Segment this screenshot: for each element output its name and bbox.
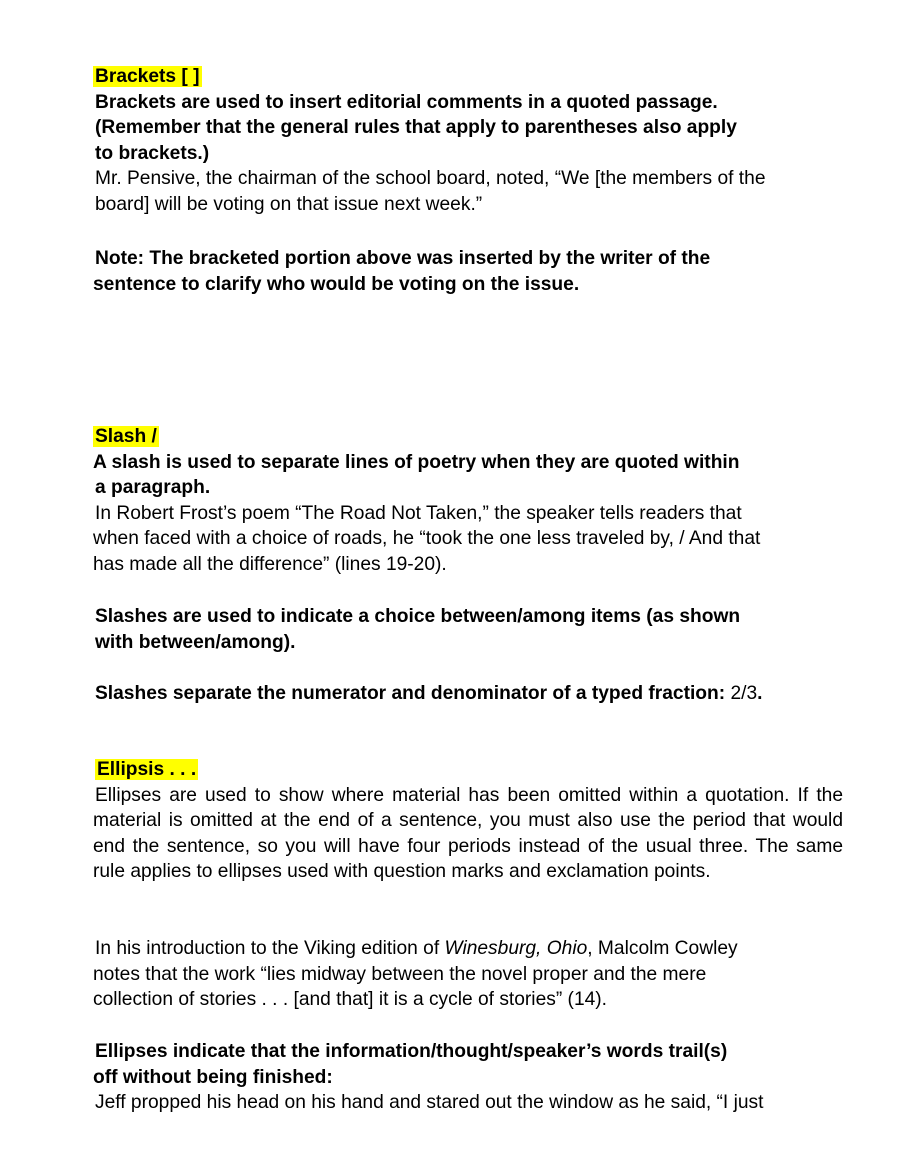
slash-rule-2: a paragraph. [95,477,211,498]
brackets-rule: Brackets are used to insert editorial comments in a quoted passage. [95,91,718,113]
slash-section [93,424,843,577]
brackets-note-1: Note: The bracketed portion above was inserted by the writer of the [95,248,711,269]
ellipsis-example-3: collection of stories . . . [and that] it is a cycle of stories” (14). [93,989,608,1010]
slash-example-2: when faced with a choice of roads, he “took the one less traveled by, / And that [93,528,761,549]
ellipsis-trail [93,1039,843,1116]
brackets-rule-note-1: (Remember that the general rules that apply to parentheses also apply [95,117,737,138]
ellipsis-heading: Ellipsis . . . [97,759,197,780]
ellipsis-trail-2: off without being finished: [93,1066,333,1088]
slash-rule-1: A slash is used to separate lines of poetry when they are quoted within [93,451,740,473]
brackets-rule-note-2: to brackets.) [95,142,210,164]
ellipsis-trail-example: Jeff propped his head on his hand and stared out the window as he said, “I just [95,1092,764,1113]
ellipsis-section [93,757,843,885]
slash-example-3: has made all the difference” (lines 19-20). [93,553,447,575]
slash-choice-2: with between/among). [95,631,296,653]
slash-heading: Slash / [95,426,157,447]
ellipsis-example [93,936,843,1013]
brackets-note [93,246,843,297]
book-title: Winesburg, Ohio [444,938,588,959]
slash-fraction-line: Slashes separate the numerator and denominator of a typed fraction: 2/3. [95,683,763,704]
slash-fraction [93,681,843,707]
brackets-note-2: sentence to clarify who would be voting on the issue. [93,273,580,295]
ellipsis-example-2: notes that the work “lies midway between the novel proper and the mere [93,963,707,985]
ellipsis-trail-1: Ellipses indicate that the information/thought/speaker’s words trail(s) [95,1041,728,1062]
brackets-heading: Brackets [ ] [95,66,200,87]
slash-choice-1: Slashes are used to indicate a choice between/among items (as shown [95,606,741,627]
brackets-section [93,64,843,217]
brackets-example-2: board] will be voting on that issue next week.” [95,193,483,215]
fraction-example: 2/3 [730,683,758,704]
brackets-example-1: Mr. Pensive, the chairman of the school board, noted, “We [the members of the [95,168,766,189]
slash-example-1: In Robert Frost’s poem “The Road Not Taken,” the speaker tells readers that [95,502,742,524]
slash-choice [93,604,843,655]
ellipsis-rule: Ellipses are used to show where material has been omitted within a quotation. If the material is omitted at the end of a sentence, you must also use the period that would end the sentence, so you will have four periods instead of the usual three. The same rule applies to ellipses used with question marks and exclamation points. [93,784,843,882]
ellipsis-example-1: In his introduction to the Viking edition of Winesburg, Ohio, Malcolm Cowley [95,938,738,959]
